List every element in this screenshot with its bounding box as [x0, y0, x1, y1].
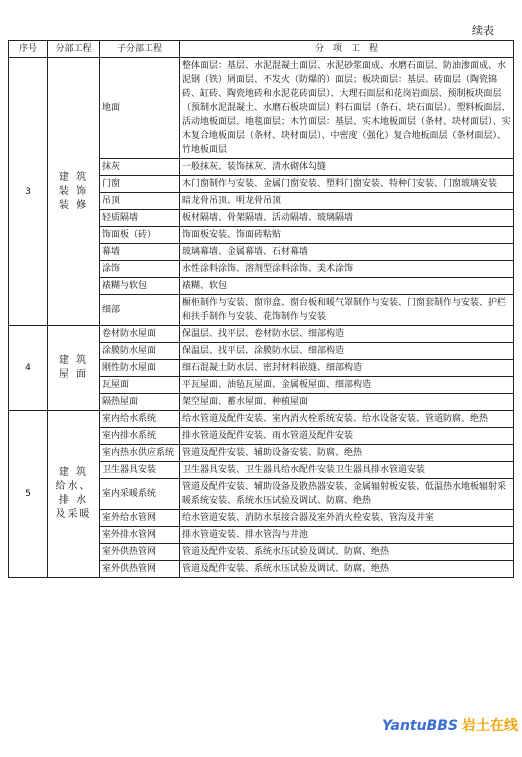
items-cell: 水性涂料涂饰、溶剂型涂料涂饰、美术涂饰: [180, 261, 514, 278]
seq-cell: 3: [9, 58, 48, 326]
division-line: 装 饰: [58, 185, 89, 197]
items-cell: 裱糊、软包: [180, 278, 514, 295]
table-row: [9, 411, 514, 428]
subdivision-cell: 幕墙: [100, 244, 180, 261]
division-line: 屋 面: [58, 369, 89, 380]
division-cell: [48, 326, 100, 411]
division-cell: [48, 58, 100, 326]
subdivision-cell: 细部: [100, 295, 180, 326]
division-line: 建 筑: [58, 467, 89, 478]
items-cell: 卫生器具安装、卫生器具给水配件安装卫生器具排水管道安装: [180, 462, 514, 479]
watermark-latin: YantuBBS: [382, 718, 458, 734]
subdivision-cell: 室内采暖系统: [100, 479, 180, 510]
header-subdivision: 子分部工程: [100, 41, 180, 58]
subdivision-cell: 门窗: [100, 176, 180, 193]
table-row: [9, 326, 514, 343]
items-cell: 排水管道安装、排水管沟与井池: [180, 527, 514, 544]
subdivision-cell: 室外排水管网: [100, 527, 180, 544]
header-seq: 序号: [9, 41, 48, 58]
subdivision-cell: 地面: [100, 58, 180, 159]
items-cell: 排水管道及配件安装、雨水管道及配件安装: [180, 428, 514, 445]
division-line: 装 修: [58, 199, 89, 211]
subdivision-cell: 吊顶: [100, 193, 180, 210]
subdivision-cell: 卫生器具安装: [100, 462, 180, 479]
items-cell: 管道及配件安装、辅助设备安装、防腐、绝热: [180, 445, 514, 462]
watermark-logo: [382, 715, 518, 735]
items-cell: 饰面板安装、饰面砖粘贴: [180, 227, 514, 244]
subdivision-cell: 瓦屋面: [100, 377, 180, 394]
items-cell: 管道及配件安装、系统水压试验及调试、防腐、绝热: [180, 561, 514, 578]
items-cell: 板材隔墙、骨架隔墙、活动隔墙、玻璃隔墙: [180, 210, 514, 227]
division-line: 建 筑: [58, 355, 89, 366]
seq-cell: 4: [9, 326, 48, 411]
items-cell: 给水管道安装、消防水泵接合器及室外消火栓安装、管沟及井室: [180, 510, 514, 527]
subdivision-cell: 饰面板（砖）: [100, 227, 180, 244]
subdivision-cell: 抹灰: [100, 159, 180, 176]
items-cell: 细石混凝土防水层、密封材料嵌缝、细部构造: [180, 360, 514, 377]
items-cell: 木门窗制作与安装、金属门窗安装、塑料门窗安装、特种门安装、门窗玻璃安装: [180, 176, 514, 193]
items-cell: 平瓦屋面、油毡瓦屋面、金属板屋面、细部构造: [180, 377, 514, 394]
division-line: 排 水: [58, 495, 89, 506]
subdivision-table: [8, 40, 514, 578]
subdivision-cell: 室外供热管网: [100, 561, 180, 578]
subdivision-cell: 卷材防水屋面: [100, 326, 180, 343]
subdivision-cell: 涂饰: [100, 261, 180, 278]
subdivision-cell: 室内给水系统: [100, 411, 180, 428]
seq-cell: 5: [9, 411, 48, 578]
subdivision-cell: 室外给水管网: [100, 510, 180, 527]
items-cell: 管道及配件安装、系统水压试验及调试、防腐、绝热: [180, 544, 514, 561]
items-cell: 玻璃幕墙、金属幕墙、石材幕墙: [180, 244, 514, 261]
division-cell: [48, 411, 100, 578]
continuation-label: 续表: [472, 24, 494, 37]
table-row: [9, 58, 514, 159]
items-cell: 整体面层：基层、水泥混凝土面层、水泥砂浆面成、水磨石面层、防油渗面成、水泥钢（铁）屑面层、不发火（防爆的）面层；板块面层：基层、砖面层（陶瓷锦砖、缸砖、陶瓷地砖和水泥花砖面层）、大理石面层和花岗岩面层、预制板块面层（预制水泥混凝土、水磨石板块面层）料石面层（条石、块石面层）、塑料板面层、活动地板面层、地毯面层；木竹面层：基层、实木地板面层（条材、块材面层）、实木复合地板面层（条材、块材面层）、中密度（强化）复合地板面层（条材面层）、竹地板面层: [180, 58, 514, 159]
items-cell: 暗龙骨吊顶、明龙骨吊顶: [180, 193, 514, 210]
watermark-cn: 岩土在线: [462, 718, 518, 734]
items-cell: 给水管道及配件安装、室内消火栓系统安装、给水设备安装、管道防腐、绝热: [180, 411, 514, 428]
subdivision-cell: 刚性防水屋面: [100, 360, 180, 377]
subdivision-cell: 室外供热管网: [100, 544, 180, 561]
subdivision-cell: 室内热水供应系统: [100, 445, 180, 462]
items-cell: 橱柜制作与安装、窗帘盒、窗台板和暖气罩制作与安装、门窗套制作与安装、护栏和扶手制作与安装、花饰制作与安装: [180, 295, 514, 326]
subdivision-cell: 隔热屋面: [100, 394, 180, 411]
header-items: 分 项 工 程: [180, 41, 514, 58]
division-line: 及采暖: [55, 509, 92, 520]
items-cell: 管道及配件安装、辅助设备及散热器安装、金属辐射板安装、低温热水地板辐射采暖系统安装、系统水压试验及调试、防腐、绝热: [180, 479, 514, 510]
items-cell: 保温层、找平层、卷材防水层、细部构造: [180, 326, 514, 343]
items-cell: 架空屋面、蓄水屋面、种植屋面: [180, 394, 514, 411]
table-body: [9, 58, 514, 578]
header-division: 分部工程: [48, 41, 100, 58]
header-row: [9, 41, 514, 58]
items-cell: 一般抹灰、装饰抹灰、清水砌体勾缝: [180, 159, 514, 176]
division-line: 给水、: [55, 481, 92, 492]
items-cell: 保温层、找平层、涂膜防水层、细部构造: [180, 343, 514, 360]
subdivision-cell: 涂膜防水屋面: [100, 343, 180, 360]
division-line: 建 筑: [58, 171, 89, 183]
subdivision-cell: 裱糊与软包: [100, 278, 180, 295]
subdivision-cell: 室内排水系统: [100, 428, 180, 445]
subdivision-cell: 轻质隔墙: [100, 210, 180, 227]
